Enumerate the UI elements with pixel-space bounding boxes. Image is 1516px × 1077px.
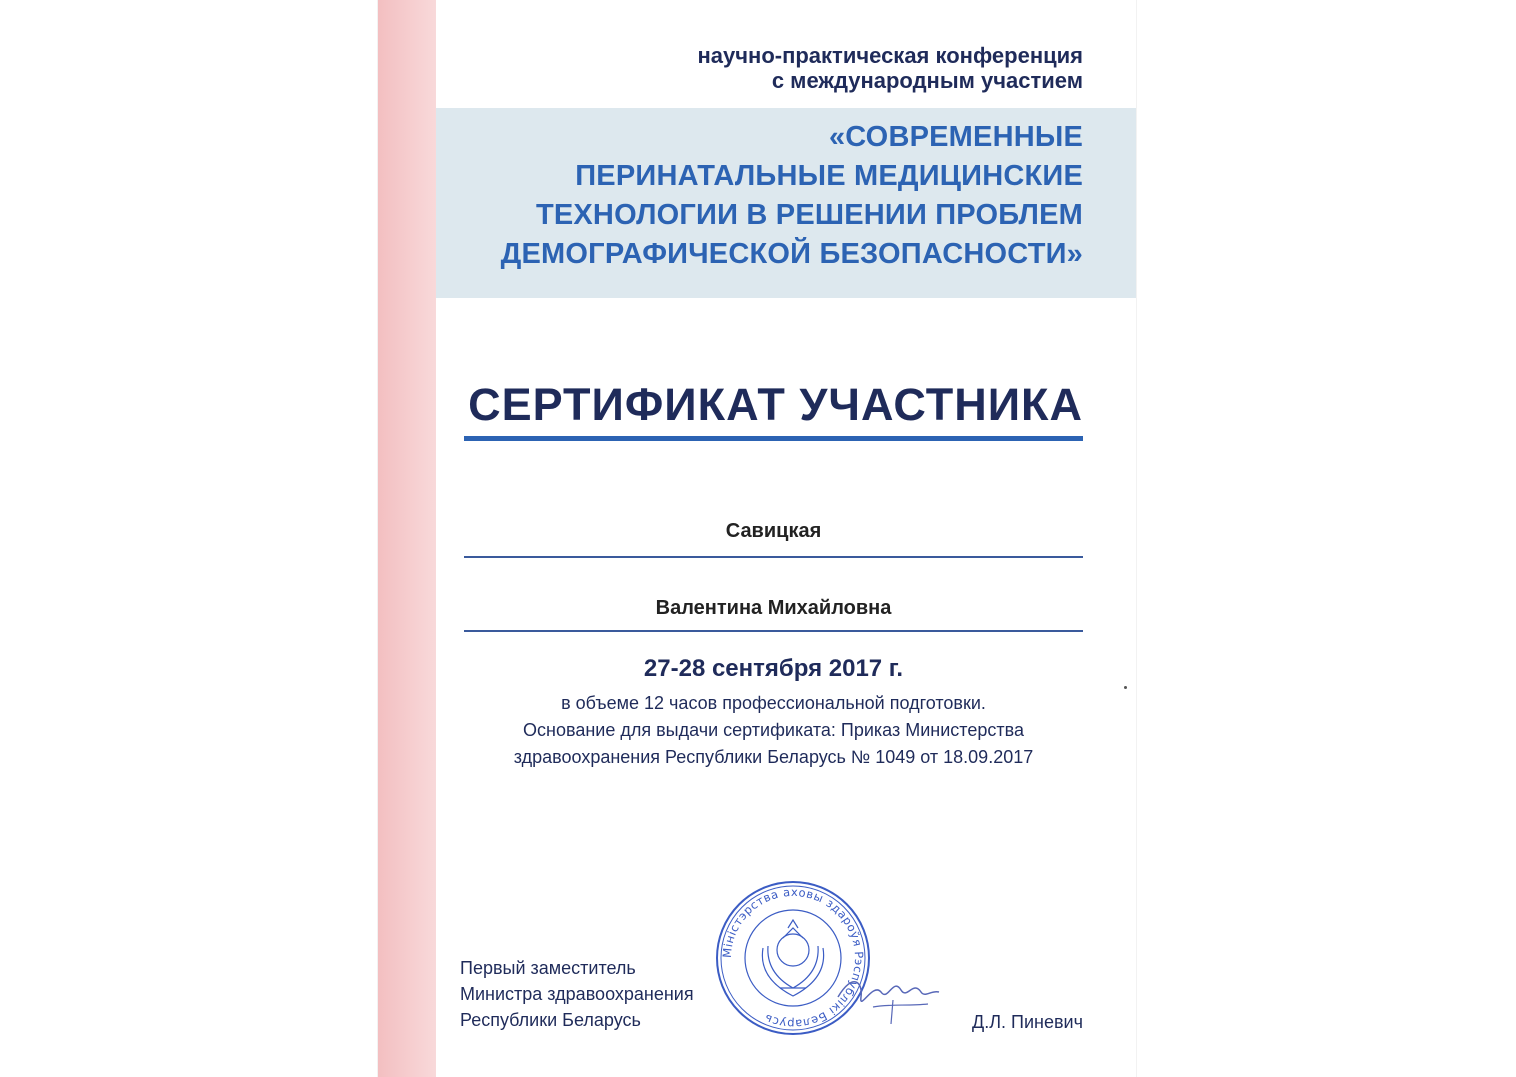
pink-side-stripe — [378, 0, 436, 1077]
participant-name: Валентина Михайловна — [655, 597, 892, 619]
participant-surname: Савицкая — [725, 520, 822, 542]
name-underline — [464, 630, 1083, 632]
conference-title-line: ТЕХНОЛОГИИ В РЕШЕНИИ ПРОБЛЕМ — [535, 199, 1083, 231]
scan-speck — [1124, 686, 1127, 689]
surname-underline — [464, 556, 1083, 558]
seal-text: Міністэрства аховы здароўя Рэспублікі Беларусь — [719, 884, 867, 1032]
certificate-body-line: Основание для выдачи сертификата: Приказ Министерства — [523, 720, 1024, 740]
certificate-body-line: здравоохранения Республики Беларусь № 1049 от 18.09.2017 — [513, 747, 1034, 767]
certificate-title: СЕРТИФИКАТ УЧАСТНИКА — [468, 379, 1083, 430]
title-underline — [464, 436, 1083, 441]
signatory-position-line: Первый заместитель — [460, 958, 636, 978]
conference-title-line: «СОВРЕМЕННЫЕ — [828, 121, 1083, 153]
conference-type-line2: с международным участием — [771, 68, 1083, 93]
certificate-body-line: в объеме 12 часов профессиональной подготовки. — [561, 693, 986, 713]
signature-icon — [833, 962, 943, 1032]
conference-type-line1: научно-практическая конференция — [697, 43, 1083, 68]
signatory-name: Д.Л. Пиневич — [972, 1012, 1083, 1032]
event-dates: 27-28 сентября 2017 г. — [643, 655, 904, 682]
signatory-position-line: Министра здравоохранения — [460, 984, 694, 1004]
signatory-position-line: Республики Беларусь — [460, 1010, 641, 1030]
conference-title-line: ДЕМОГРАФИЧЕСКОЙ БЕЗОПАСНОСТИ» — [500, 238, 1083, 270]
certificate-page — [378, 0, 1136, 1077]
conference-title-line: ПЕРИНАТАЛЬНЫЕ МЕДИЦИНСКИЕ — [575, 160, 1083, 192]
